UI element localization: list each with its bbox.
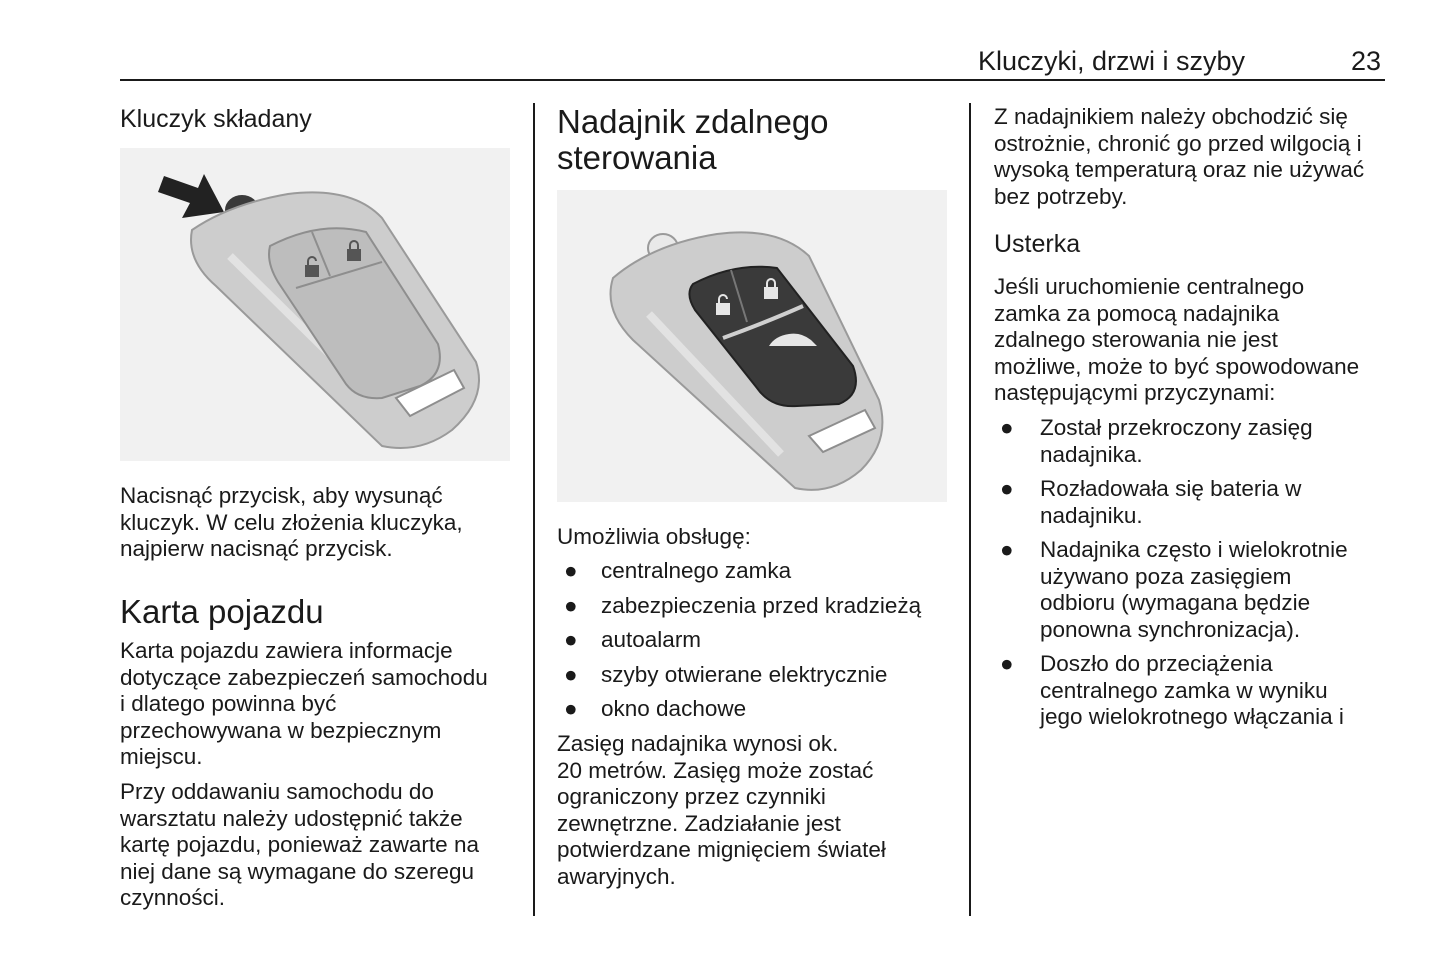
- arrow-icon: [158, 174, 224, 218]
- text-line: przechowywana w bezpiecznym: [120, 717, 442, 743]
- text-line: Jeśli uruchomienie centralnego: [994, 274, 1305, 299]
- remote-key-illustration: [557, 190, 947, 502]
- text-line: kluczyk. W celu złożenia kluczyka,: [120, 509, 463, 535]
- bullet-icon: ●: [564, 661, 578, 687]
- text-line: niej dane są wymagane do szeregu: [120, 858, 474, 884]
- text-line: najpierw nacisnąć przycisk.: [120, 536, 393, 561]
- heading-remote-control: [557, 104, 829, 176]
- fault-intro: [994, 274, 1404, 407]
- heading-vehicle-card: Karta pojazdu: [120, 593, 324, 630]
- text-line: ostrożnie, chronić go przed wilgocią i: [994, 130, 1362, 156]
- list-item: ● zabezpieczenia przed kradzieżą: [564, 592, 922, 618]
- header-rule: [120, 79, 1385, 81]
- care-text: [994, 104, 1404, 210]
- heading-line: Nadajnik zdalnego: [557, 103, 829, 140]
- vehicle-card-paragraph-2: [120, 779, 525, 912]
- bullet-icon: ●: [1000, 537, 1014, 562]
- text-line: bez potrzeby.: [994, 183, 1128, 209]
- text-line: potwierdzane mignięciem świateł: [557, 837, 886, 862]
- text-line: zewnętrzne. Zadziałanie jest: [557, 810, 841, 836]
- column-divider-2: [969, 103, 971, 916]
- text-line: ograniczony przez czynniki: [557, 784, 826, 809]
- text-line: następującymi przyczynami:: [994, 380, 1276, 405]
- list-item: ● Został przekroczony zasięg nadajnika.: [1000, 415, 1313, 467]
- bullet-icon: ●: [564, 592, 578, 618]
- list-item: ● autoalarm: [564, 627, 702, 652]
- list-item: ● Rozładowała się bateria w nadajniku.: [1000, 476, 1302, 528]
- enables-list: [557, 558, 957, 723]
- text-line: i dlatego powinna być: [120, 691, 337, 716]
- text-line: 20 metrów. Zasięg może zostać: [557, 757, 874, 783]
- folding-key-text: [120, 483, 520, 563]
- bullet-icon: ●: [1000, 651, 1014, 676]
- column-divider-1: [533, 103, 535, 916]
- text-line: możliwe, może to być spowodowane: [994, 353, 1360, 379]
- text-line: Z nadajnikiem należy obchodzić się: [994, 104, 1348, 129]
- heading-fault: Usterka: [994, 230, 1081, 258]
- text-line: czynności.: [120, 885, 226, 910]
- list-item: ● Doszło do przeciążenia centralnego zamka w wyniku jego wielokrotnego włączania i: [1000, 651, 1344, 729]
- text-line: warsztatu należy udostępnić także: [120, 805, 463, 831]
- text-line: Nacisnąć przycisk, aby wysunąć: [120, 483, 443, 508]
- text-line: wysoką temperaturą oraz nie używać: [994, 157, 1365, 182]
- text-line: Karta pojazdu zawiera informacje: [120, 638, 453, 663]
- list-item: ● okno dachowe: [564, 696, 747, 721]
- vehicle-card-paragraph-1: [120, 638, 525, 771]
- heading-line: sterowania: [557, 139, 717, 176]
- heading-folding-key: Kluczyk składany: [120, 105, 312, 133]
- text-line: Zasięg nadajnika wynosi ok.: [557, 731, 839, 756]
- list-item: ● szyby otwierane elektrycznie: [564, 661, 888, 687]
- page-number: 23: [1351, 46, 1382, 76]
- folding-key-illustration: [120, 148, 510, 461]
- text-line: Przy oddawaniu samochodu do: [120, 779, 434, 804]
- range-text: [557, 731, 957, 890]
- text-line: zdalnego sterowania nie jest: [994, 327, 1278, 352]
- text-line: dotyczące zabezpieczeń samochodu: [120, 664, 488, 690]
- enables-label: Umożliwia obsługę:: [557, 524, 751, 549]
- text-line: zamka za pomocą nadajnika: [994, 300, 1280, 326]
- text-line: awaryjnych.: [557, 863, 676, 889]
- fault-list: [994, 415, 1414, 731]
- text-line: kartę pojazdu, ponieważ zawarte na: [120, 832, 479, 857]
- bullet-icon: ●: [564, 627, 578, 652]
- list-item: ● Nadajnika często i wielokrotnie używano poza zasięgiem odbioru (wymagana będzie ponowna synchronizacja).: [1000, 537, 1348, 642]
- bullet-icon: ●: [564, 558, 578, 583]
- list-item: ● centralnego zamka: [564, 558, 792, 583]
- bullet-icon: ●: [1000, 476, 1014, 501]
- bullet-icon: ●: [1000, 415, 1014, 440]
- running-header-title: Kluczyki, drzwi i szyby: [978, 46, 1246, 76]
- bullet-icon: ●: [564, 696, 578, 721]
- text-line: miejscu.: [120, 744, 203, 769]
